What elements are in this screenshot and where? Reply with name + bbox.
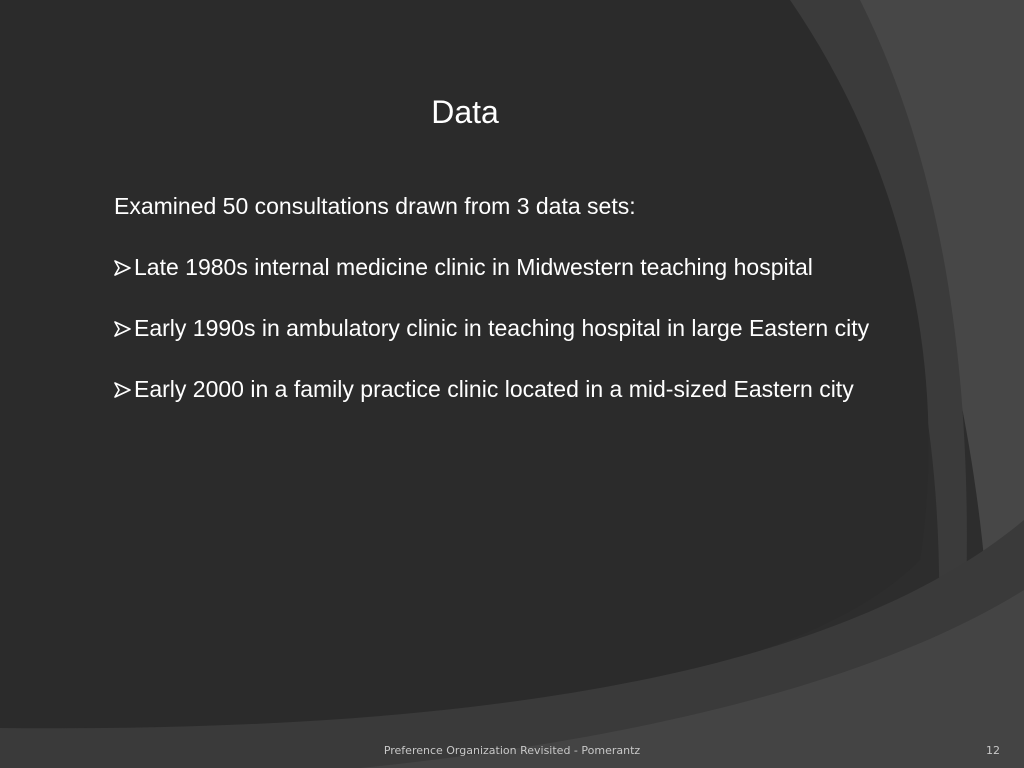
slide-title: Data: [431, 94, 499, 130]
arrowhead-bullet-icon: [114, 260, 132, 276]
bullet-item: [114, 251, 974, 283]
page-number: 12: [986, 744, 1000, 757]
bullet-text: Early 2000 in a family practice clinic located in a mid-sized Eastern city: [134, 376, 854, 402]
footer-text: Preference Organization Revisited - Pomerantz: [383, 744, 641, 757]
arrowhead-bullet-icon: [114, 382, 132, 398]
intro-text: Examined 50 consultations drawn from 3 data sets:: [114, 193, 636, 219]
arrowhead-bullet-icon: [114, 321, 132, 337]
slide-body: [114, 190, 974, 434]
bullet-item: [114, 373, 974, 405]
bullet-text: Late 1980s internal medicine clinic in Midwestern teaching hospital: [134, 254, 813, 280]
bullet-item: [114, 312, 974, 344]
bullet-list: [114, 251, 974, 405]
bullet-text: Early 1990s in ambulatory clinic in teaching hospital in large Eastern city: [134, 315, 870, 341]
